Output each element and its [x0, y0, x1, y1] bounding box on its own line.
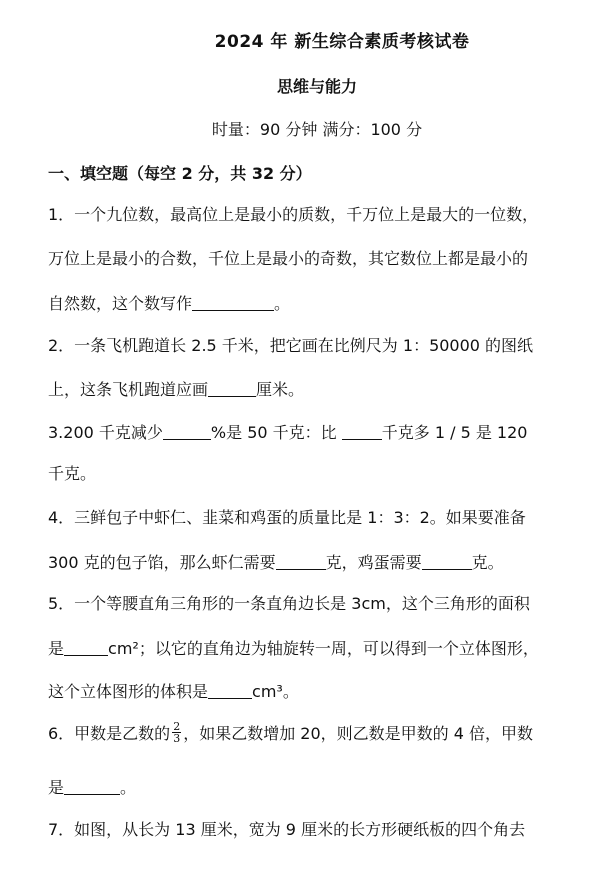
q3-line-1	[48, 421, 527, 445]
q1-blank[interactable]	[192, 294, 274, 311]
q6-fraction	[172, 721, 181, 744]
q4-blank-1[interactable]	[276, 553, 326, 570]
q5-blank-1[interactable]	[64, 639, 108, 656]
q1-text: 自然数，这个数写作	[48, 294, 193, 313]
q5-text-a: 是	[48, 639, 65, 658]
q3-blank-2[interactable]	[342, 423, 382, 440]
q4-line-1: 4．三鲜包子中虾仁、韭菜和鸡蛋的质量比是 1：3：2。如果要准备	[48, 508, 526, 527]
q2-blank[interactable]	[208, 380, 256, 397]
q4-text-a: 300 克的包子馅，那么虾仁需要	[48, 553, 276, 572]
q3-text-a: 3.200 千克减少	[48, 423, 163, 442]
q3-line-2: 千克。	[48, 464, 97, 483]
q1-line-2: 万位上是最小的合数，千位上是最小的奇数，其它数位上都是最小的	[48, 249, 529, 268]
q5-line-2	[48, 637, 539, 661]
exam-meta: 时量：90 分钟 满分：100 分	[211, 120, 423, 139]
q3-text-c: 千克多 1 / 5 是 120	[381, 423, 528, 442]
q1-end: 。	[274, 294, 291, 313]
q6-text-b: ，如果乙数增加 20，则乙数是甲数的 4 倍，甲数	[183, 724, 533, 743]
q6-line-1	[48, 720, 533, 747]
q4-text-b: 克，鸡蛋需要	[325, 553, 422, 572]
q2-text: 上，这条飞机跑道应画	[48, 380, 209, 399]
q6-text-c: 是	[48, 778, 65, 797]
q3-text-b: %是 50 千克：比	[210, 423, 342, 442]
q5-line-1: 5．一个等腰直角三角形的一条直角边长是 3cm，这个三角形的面积	[48, 594, 530, 613]
q2-line-1: 2．一条飞机跑道长 2.5 千米，把它画在比例尺为 1：50000 的图纸	[48, 336, 534, 355]
q5-blank-2[interactable]	[208, 682, 252, 699]
q4-text-c: 克。	[471, 553, 504, 572]
fraction-numerator: 2	[173, 720, 181, 733]
exam-subtitle: 思维与能力	[276, 77, 357, 96]
exam-title: 2024 年 新生综合素质考核试卷	[214, 32, 470, 52]
q4-blank-2[interactable]	[422, 553, 472, 570]
q7-line-1: 7．如图，从长为 13 厘米，宽为 9 厘米的长方形硬纸板的四个角去	[48, 820, 526, 839]
q6-line-2	[48, 776, 136, 800]
q1-line-3	[48, 292, 290, 316]
q1-line-1: 1．一个九位数，最高位上是最小的质数，千万位上是最大的一位数，	[48, 205, 539, 224]
q6-end: 。	[120, 778, 137, 797]
q5-text-c: 这个立体图形的体积是	[48, 682, 209, 701]
q2-end: 厘米。	[256, 380, 305, 399]
q5-text-d: cm³。	[252, 682, 299, 701]
fraction-denominator: 3	[173, 732, 181, 745]
q3-blank-1[interactable]	[163, 423, 211, 440]
q5-text-b: cm²；以它的直角边为轴旋转一周，可以得到一个立体图形，	[108, 639, 539, 658]
q2-line-2	[48, 378, 304, 402]
q4-line-2	[48, 551, 504, 575]
q6-blank[interactable]	[64, 778, 120, 795]
q6-text-a: 6．甲数是乙数的	[48, 724, 171, 743]
q5-line-3	[48, 680, 299, 704]
section-heading: 一、填空题（每空 2 分，共 32 分）	[48, 164, 312, 183]
